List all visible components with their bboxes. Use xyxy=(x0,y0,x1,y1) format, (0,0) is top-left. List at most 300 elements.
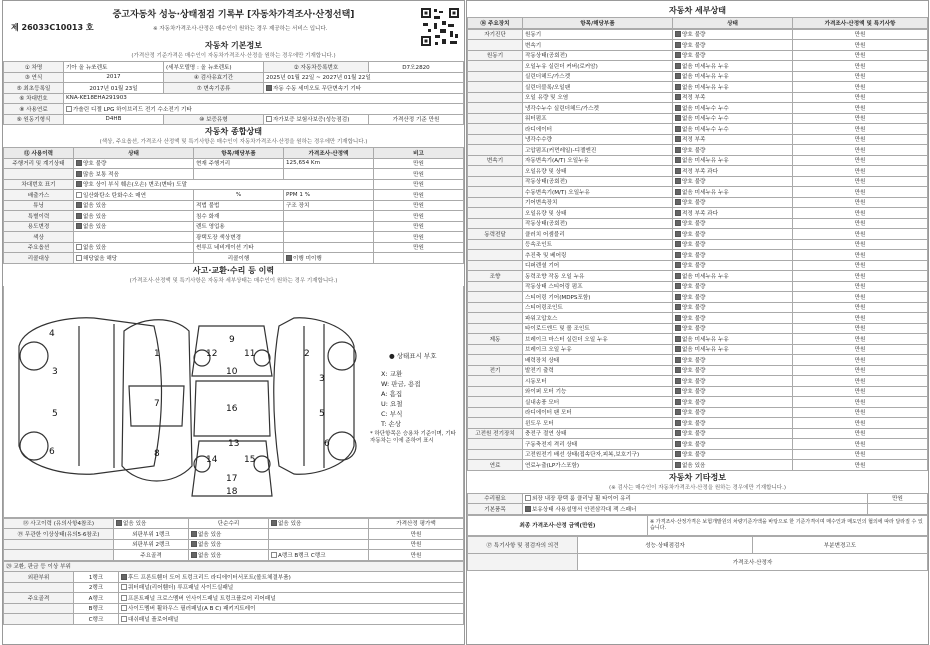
row-price: 만원 xyxy=(793,197,928,208)
checkbox[interactable] xyxy=(675,157,681,163)
row-state[interactable] xyxy=(673,460,793,471)
row-state[interactable] xyxy=(673,187,793,198)
row-state[interactable] xyxy=(673,197,793,208)
checkbox[interactable] xyxy=(675,94,681,100)
row-state[interactable] xyxy=(673,302,793,313)
row-state-label: 양호 불량 xyxy=(682,326,706,333)
row-state[interactable] xyxy=(673,29,793,40)
row-state[interactable] xyxy=(673,145,793,156)
col-header: 가격조사·산정액 xyxy=(284,148,374,159)
sign-empty xyxy=(468,553,578,570)
row-price: 만원 xyxy=(793,29,928,40)
row-state-label: 양호 불량 xyxy=(682,431,706,438)
table-row xyxy=(468,250,928,261)
transmission-value[interactable]: 자동 수동 세미오토 무단변속기 기타 xyxy=(264,83,464,94)
table-row xyxy=(468,229,928,240)
row-item: 구동축전지 격리 상태 xyxy=(523,439,673,450)
row-state[interactable] xyxy=(673,113,793,124)
checkbox[interactable] xyxy=(76,171,82,177)
row-price: 만원 xyxy=(793,376,928,387)
row-price: 만원 xyxy=(793,103,928,114)
checkbox[interactable] xyxy=(675,388,681,394)
row-state-label: 양호 불량 xyxy=(682,221,706,228)
table-row xyxy=(468,208,928,219)
checkbox[interactable] xyxy=(675,357,681,363)
checkbox[interactable] xyxy=(675,283,681,289)
row-item: 리콜이행 xyxy=(194,253,284,264)
table-row xyxy=(468,61,928,72)
table-row xyxy=(468,103,928,114)
checkbox[interactable] xyxy=(675,262,681,268)
row-value xyxy=(269,529,369,540)
checkbox[interactable] xyxy=(675,231,681,237)
car-name-label: ① 차명 xyxy=(4,62,64,73)
row-item: 수동변속기(M/T) 오일누유 xyxy=(523,187,673,198)
checkbox[interactable] xyxy=(675,42,681,48)
left-title: 중고자동차 성능·상태점검 기록부 [자동차가격조사·산정선택] xyxy=(112,10,355,20)
row-item: 클러치 어셈블리 xyxy=(523,229,673,240)
checkbox[interactable] xyxy=(121,595,127,601)
row-group xyxy=(468,250,523,261)
engine-label: ⑨ 원동기형식 xyxy=(4,114,64,125)
row-state[interactable] xyxy=(673,239,793,250)
row-item: 기어변속장치 xyxy=(523,197,673,208)
row-state[interactable] xyxy=(673,218,793,229)
first-reg-label: ⑤ 최초등록일 xyxy=(4,83,64,94)
checkbox[interactable] xyxy=(675,273,681,279)
checkbox[interactable] xyxy=(76,244,82,250)
part-label: 5 xyxy=(52,408,58,419)
row-parts[interactable]: 사이드멤버 휠하우스 필러패널(A B C) 패키지트레이 xyxy=(119,603,464,614)
vin-label: ⑥ 차대번호 xyxy=(4,93,64,104)
row-group xyxy=(468,302,523,313)
sign-partial[interactable]: 부분변경고도 xyxy=(753,536,928,553)
row-state[interactable] xyxy=(673,376,793,387)
checkbox[interactable] xyxy=(266,85,272,91)
legend-item: X: 교환 xyxy=(381,369,403,378)
checkbox[interactable] xyxy=(525,495,531,501)
checkbox[interactable] xyxy=(76,255,82,261)
row-price: 만원 xyxy=(369,539,464,550)
checkbox[interactable] xyxy=(675,178,681,184)
row-item: 원동기 xyxy=(523,29,673,40)
row-state[interactable] xyxy=(673,71,793,82)
checkbox[interactable] xyxy=(66,106,72,112)
row-state[interactable]: 없음 있음 xyxy=(74,200,194,211)
table-row xyxy=(468,376,928,387)
row-group xyxy=(468,281,523,292)
table-row xyxy=(468,113,928,124)
row-state[interactable] xyxy=(673,124,793,135)
checkbox[interactable] xyxy=(675,31,681,37)
row-state[interactable] xyxy=(673,365,793,376)
row-price: 만원 xyxy=(793,323,928,334)
row-state-label: 적정 부족 xyxy=(682,95,706,102)
row-group xyxy=(468,124,523,135)
row-state[interactable] xyxy=(673,250,793,261)
row-item: 외판부위 2랭크 xyxy=(114,539,189,550)
row-item: 배력장치 상태 xyxy=(523,355,673,366)
checkbox[interactable] xyxy=(675,346,681,352)
row-state[interactable] xyxy=(673,344,793,355)
row-label: 배출가스 xyxy=(4,190,74,201)
row-state[interactable] xyxy=(673,92,793,103)
row-group: 변속기 xyxy=(468,155,523,166)
checkbox[interactable] xyxy=(675,63,681,69)
table-row xyxy=(468,397,928,408)
row-state[interactable]: 양호 상이 부식 훼손(오손) 변조(변타) 도말 xyxy=(74,179,374,190)
row-item: 주요골격 xyxy=(114,550,189,561)
checkbox[interactable] xyxy=(675,441,681,447)
row-state[interactable] xyxy=(673,355,793,366)
row-item: 스티어링조인트 xyxy=(523,302,673,313)
row-state[interactable] xyxy=(673,103,793,114)
row-state[interactable] xyxy=(673,208,793,219)
row-label: 외판부위 xyxy=(4,572,74,583)
table-row xyxy=(4,169,464,180)
row-group xyxy=(468,418,523,429)
row-price: 만원 xyxy=(793,145,928,156)
checkbox[interactable] xyxy=(675,430,681,436)
row-price: 만원 xyxy=(793,449,928,460)
checkbox[interactable] xyxy=(76,213,82,219)
checkbox[interactable] xyxy=(675,136,681,142)
row-price: 만원 xyxy=(369,550,464,561)
checkbox[interactable] xyxy=(675,199,681,205)
row-parts[interactable]: 쿼터패널(리어휀더) 루프패널 사이드실패널 xyxy=(119,582,464,593)
checkbox[interactable] xyxy=(675,462,681,468)
row-state[interactable] xyxy=(673,229,793,240)
row-group xyxy=(468,218,523,229)
row-price: 만원 xyxy=(793,313,928,324)
row-price: 만원 xyxy=(793,113,928,124)
table-row xyxy=(468,515,928,535)
row-state[interactable]: 해당없음 해당 xyxy=(74,253,194,264)
legend-item: T: 손상 xyxy=(381,419,402,428)
row-price: 만원 xyxy=(793,355,928,366)
checkbox[interactable] xyxy=(266,116,272,122)
doc-notice: ※ 자동차가격조사·산정은 매수인이 원하는 경우 제공하는 서비스 입니다. xyxy=(153,26,328,32)
checkbox[interactable] xyxy=(286,255,292,261)
row-state-label: 양호 불량 xyxy=(682,284,706,291)
table-row xyxy=(4,179,464,190)
checkbox[interactable] xyxy=(675,147,681,153)
row-state[interactable]: 없음 있음 xyxy=(269,518,369,529)
checkbox[interactable] xyxy=(121,574,127,580)
row-price: 만원 xyxy=(793,334,928,345)
other-sub: (※ 검사는 매수인이 자동차가격조사·산정을 원하는 경우에만 기재합니다.) xyxy=(609,484,786,491)
basic-info-table xyxy=(3,61,464,125)
right-page xyxy=(466,0,929,645)
row-state[interactable] xyxy=(673,449,793,460)
table-row xyxy=(4,614,464,625)
part-label: 6 xyxy=(324,438,330,449)
row-state[interactable] xyxy=(673,134,793,145)
checkbox[interactable] xyxy=(191,531,197,537)
row-group xyxy=(468,386,523,397)
row-value[interactable]: A랭크 B랭크 C랭크 xyxy=(269,550,369,561)
row-rank: 2랭크 xyxy=(74,582,119,593)
row-price: 만원 xyxy=(374,169,464,180)
row-state[interactable] xyxy=(673,292,793,303)
checkbox[interactable] xyxy=(76,160,82,166)
row-value[interactable]: 이행 미이행 xyxy=(284,253,374,264)
row-state[interactable] xyxy=(673,166,793,177)
checkbox[interactable] xyxy=(191,541,197,547)
row-state[interactable]: 양호 불량 xyxy=(74,158,194,169)
row-state[interactable] xyxy=(673,260,793,271)
row-state[interactable]: 많음 보통 적음 xyxy=(74,169,194,180)
fuel-value[interactable]: 가솔린 디젤 LPG 하이브리드 전기 수소전기 기타 xyxy=(64,104,464,115)
checkbox[interactable] xyxy=(675,399,681,405)
checkbox[interactable] xyxy=(121,605,127,611)
row-state[interactable] xyxy=(673,334,793,345)
checkbox[interactable] xyxy=(675,252,681,258)
row-state[interactable] xyxy=(673,418,793,429)
checkbox[interactable] xyxy=(191,552,197,558)
table-row xyxy=(4,232,464,243)
table-row xyxy=(468,428,928,439)
table-row xyxy=(468,449,928,460)
sign-appraiser[interactable]: 가격조사·산정자 xyxy=(578,553,928,570)
checkbox[interactable] xyxy=(675,336,681,342)
inspection-value: 2025년 01월 22일 ~ 2027년 01월 22일 xyxy=(264,72,464,83)
row-value xyxy=(284,221,374,232)
row-item: 파워고압호스 xyxy=(523,313,673,324)
row-state[interactable]: 없음 있음 xyxy=(74,211,194,222)
row-state[interactable]: 없음 있음 xyxy=(74,242,194,253)
col-header: 항목/해당부품 xyxy=(523,18,673,29)
warranty-value[interactable]: 자가보증 보험사보증(성능점검) xyxy=(264,114,369,125)
row-state[interactable]: 없음 있음 xyxy=(189,529,269,540)
legend-title: ● 상태표시 부호 xyxy=(389,351,437,360)
checkbox[interactable] xyxy=(675,409,681,415)
table-row xyxy=(4,242,464,253)
year-label: ③ 연식 xyxy=(4,72,64,83)
row-state-label: 양호 불량 xyxy=(682,378,706,385)
row-group: 원동기 xyxy=(468,50,523,61)
row-price: 만원 xyxy=(374,200,464,211)
row-price: 가격산정 평가액 xyxy=(369,518,464,529)
table-row xyxy=(468,334,928,345)
table-row xyxy=(468,82,928,93)
row-state[interactable] xyxy=(673,176,793,187)
row-state-label: 양호 불량 xyxy=(682,441,706,448)
basic-info-sub: (가격산정 기준가격은 매수인이 자동차가격조사·산정을 원하는 경우에만 기재합니다.) xyxy=(131,53,336,59)
row-state[interactable] xyxy=(673,428,793,439)
checkbox[interactable] xyxy=(675,168,681,174)
row-state[interactable]: 일산화탄소 탄화수소 매연 xyxy=(74,190,194,201)
col-header: 상태 xyxy=(673,18,793,29)
checkbox[interactable] xyxy=(675,73,681,79)
row-item: 외판부위 1랭크 xyxy=(114,529,189,540)
checkbox[interactable] xyxy=(675,367,681,373)
table-row xyxy=(4,104,464,115)
row-state-label: 없음 미세누유 누유 xyxy=(682,84,729,91)
row-state[interactable] xyxy=(673,323,793,334)
row-parts[interactable]: 대쉬패널 플로어패널 xyxy=(119,614,464,625)
row-item: 썬루프 네비게이션 기타 xyxy=(194,242,284,253)
row-price: 만원 xyxy=(793,292,928,303)
row-group xyxy=(468,113,523,124)
row-state-label: 없음 있음 xyxy=(682,462,706,469)
checkbox[interactable] xyxy=(525,506,531,512)
part-label: 9 xyxy=(229,334,235,345)
table-row xyxy=(468,355,928,366)
checkbox[interactable] xyxy=(675,52,681,58)
row-price: 만원 xyxy=(793,187,928,198)
row-state-label: 양호 불량 xyxy=(682,179,706,186)
row-state[interactable] xyxy=(673,313,793,324)
status-sub: (색상, 주요옵션, 가격조사 산정액 및 특기사항은 매수인이 자동차가격조사·산정을 원하는 경우에만 기재합니다.) xyxy=(99,139,368,145)
row-item: 충전구 절연 상태 xyxy=(523,428,673,439)
table-row xyxy=(4,200,464,211)
table-row xyxy=(468,536,928,553)
checkbox[interactable] xyxy=(675,115,681,121)
row-group: 전기 xyxy=(468,365,523,376)
checkbox[interactable] xyxy=(675,210,681,216)
checkbox[interactable] xyxy=(675,220,681,226)
table-row xyxy=(468,155,928,166)
checkbox[interactable] xyxy=(675,451,681,457)
checkbox[interactable] xyxy=(675,325,681,331)
row-state-label: 양호 불량 xyxy=(682,294,706,301)
exchange-table xyxy=(3,561,464,625)
checkbox[interactable] xyxy=(675,84,681,90)
checkbox[interactable] xyxy=(271,520,277,526)
row-price: 만원 xyxy=(793,271,928,282)
checkbox[interactable] xyxy=(675,126,681,132)
row-state[interactable]: 없음 있음 xyxy=(114,518,189,529)
row-group xyxy=(468,439,523,450)
checkbox[interactable] xyxy=(76,192,82,198)
row-price: 만원 xyxy=(793,155,928,166)
row-state[interactable] xyxy=(673,386,793,397)
row-item: 연료누출(LP가스포함) xyxy=(523,460,673,471)
row-item: 광택도장 색상변경 xyxy=(194,232,284,243)
checkbox[interactable] xyxy=(675,378,681,384)
checkbox[interactable] xyxy=(675,315,681,321)
table-row xyxy=(4,221,464,232)
row-group xyxy=(468,92,523,103)
table-row xyxy=(468,145,928,156)
checkbox[interactable] xyxy=(675,420,681,426)
table-row xyxy=(468,134,928,145)
table-row xyxy=(4,561,464,572)
row-label: 수리필요 xyxy=(468,493,523,504)
row-group: 제동 xyxy=(468,334,523,345)
row-item: 현재 주행거리 xyxy=(194,158,284,169)
row-state-label: 양호 불량 xyxy=(682,53,706,60)
row-items[interactable]: 외장 내장 광택 룸 클리닝 휠 타이어 유리 xyxy=(523,493,868,504)
row-group xyxy=(468,344,523,355)
row-parts[interactable]: 프론트패널 크로스멤버 인사이드패널 트렁크플로어 리어패널 xyxy=(119,593,464,604)
row-items[interactable]: 보유상태 사용설명서 안전삼각대 잭 스패너 xyxy=(523,504,868,515)
checkbox[interactable] xyxy=(271,552,277,558)
car-model-value: (세부모델명 : 올 뉴쏘렌토) xyxy=(164,62,264,73)
row-group xyxy=(468,407,523,418)
checkbox[interactable] xyxy=(675,189,681,195)
warranty-label: ⑩ 보증유형 xyxy=(164,114,264,125)
sign-inspector[interactable]: 성능·상태점검자 xyxy=(578,536,753,553)
row-state[interactable]: 없음 있음 xyxy=(189,539,269,550)
row-state[interactable] xyxy=(673,61,793,72)
col-header: ⑯ 주요장치 xyxy=(468,18,523,29)
row-state-label: 없음 미세누유 누유 xyxy=(682,74,729,81)
row-group xyxy=(468,449,523,460)
table-row xyxy=(468,166,928,177)
checkbox[interactable] xyxy=(121,584,127,590)
row-value: 구조 장치 xyxy=(284,200,374,211)
row-state[interactable] xyxy=(673,397,793,408)
row-group: 연료 xyxy=(468,460,523,471)
checkbox[interactable] xyxy=(116,520,122,526)
row-state-label: 양호 불량 xyxy=(682,315,706,322)
table-row xyxy=(468,218,928,229)
row-price: 만원 xyxy=(793,386,928,397)
row-item: 워터펌프 xyxy=(523,113,673,124)
row-state-label: 없음 미세누유 누유 xyxy=(682,273,729,280)
row-group xyxy=(468,239,523,250)
table-row xyxy=(468,71,928,82)
col-header: 가격조사·산정액 및 특기사항 xyxy=(793,18,928,29)
checkbox[interactable] xyxy=(121,616,127,622)
checkbox[interactable] xyxy=(675,241,681,247)
row-group xyxy=(468,176,523,187)
row-label: 리콜대상 xyxy=(4,253,74,264)
row-group: 고전원 전기장치 xyxy=(468,428,523,439)
checkbox[interactable] xyxy=(76,202,82,208)
row-item: 실린더블록/오일팬 xyxy=(523,82,673,93)
row-label: 특별이력 xyxy=(4,211,74,222)
row-state-label: 양호 불량 xyxy=(682,242,706,249)
row-state[interactable] xyxy=(673,40,793,51)
row-item: 적법 불법 xyxy=(194,200,284,211)
row-state[interactable] xyxy=(673,439,793,450)
row-item: 발전기 출력 xyxy=(523,365,673,376)
row-state-label: 없음 미세누유 누유 xyxy=(682,189,729,196)
table-row xyxy=(4,62,464,73)
part-label: 13 xyxy=(228,438,240,449)
other-title: 자동차 기타정보 xyxy=(669,472,726,482)
checkbox[interactable] xyxy=(675,304,681,310)
row-state[interactable] xyxy=(673,50,793,61)
part-label: 1 xyxy=(154,348,160,359)
checkbox[interactable] xyxy=(76,223,82,229)
row-state[interactable]: 없음 있음 xyxy=(189,550,269,561)
col-header: 항목/해당부품 xyxy=(194,148,284,159)
row-item: 실내송풍 모터 xyxy=(523,397,673,408)
row-state[interactable] xyxy=(673,155,793,166)
checkbox[interactable] xyxy=(675,294,681,300)
detail-table xyxy=(467,17,928,29)
row-state[interactable] xyxy=(673,82,793,93)
row-price: 만원 xyxy=(793,208,928,219)
row-state[interactable] xyxy=(673,281,793,292)
row-price: 만원 xyxy=(793,82,928,93)
row-price: 만원 xyxy=(374,158,464,169)
row-state[interactable] xyxy=(673,271,793,282)
checkbox[interactable] xyxy=(76,181,82,187)
left-page xyxy=(2,0,465,645)
row-label: 주요옵션 xyxy=(4,242,74,253)
row-price: 만원 xyxy=(793,61,928,72)
row-state[interactable] xyxy=(673,407,793,418)
row-parts[interactable]: 후드 프론트휀더 도어 트렁크리드 라디에이터서포트(볼트체결부품) xyxy=(119,572,464,583)
row-label: 용도변경 xyxy=(4,221,74,232)
row-state[interactable]: 없음 있음 xyxy=(74,221,194,232)
checkbox[interactable] xyxy=(675,105,681,111)
